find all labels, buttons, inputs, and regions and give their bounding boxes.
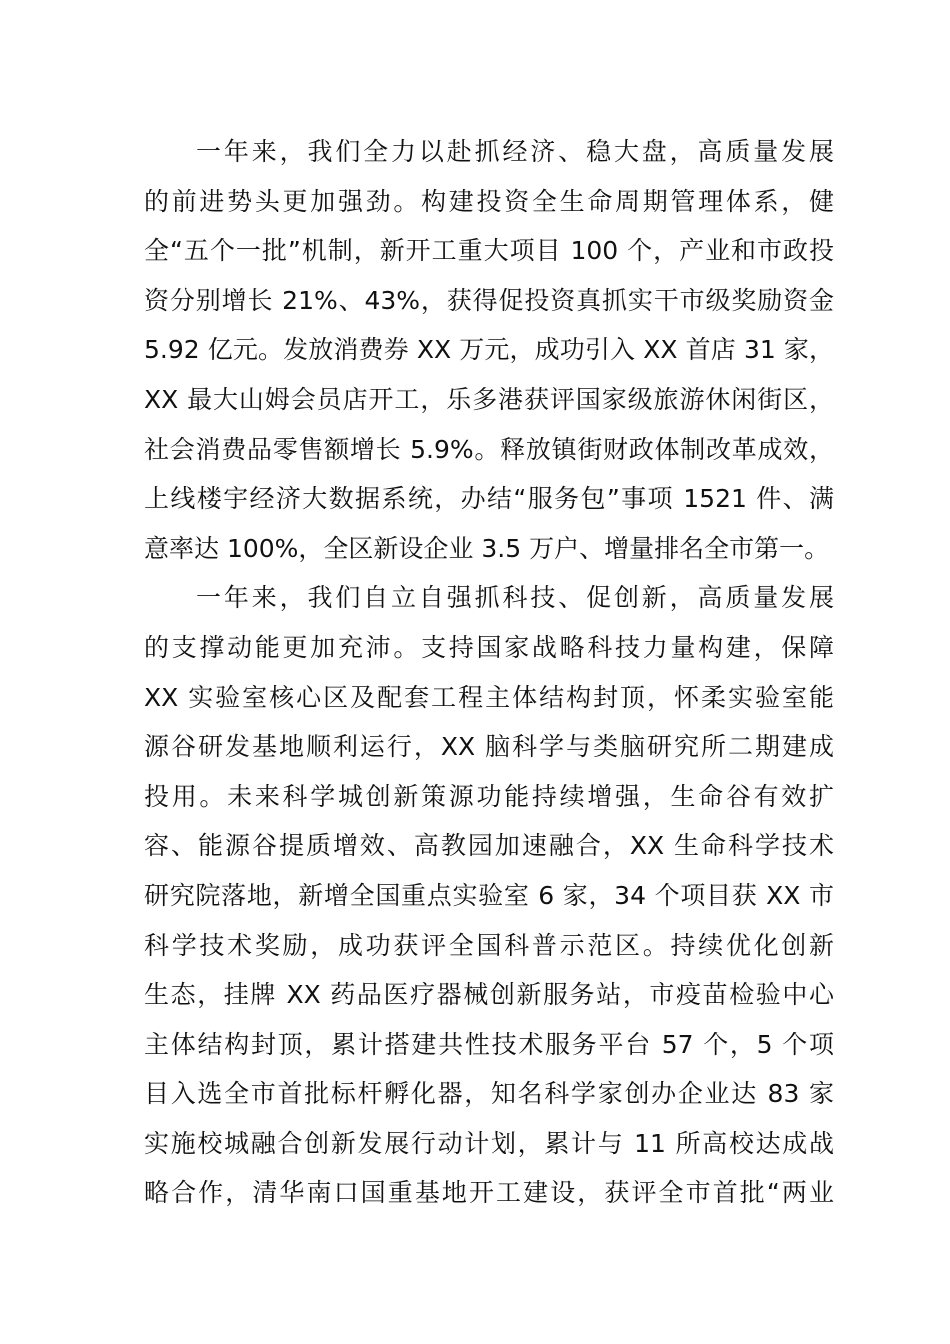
text-line: 实施校城融合创新发展行动计划，累计与 11 所高校达成战 — [144, 1128, 834, 1158]
text-line: 一年来，我们自立自强抓科技、促创新，高质量发展 — [196, 583, 834, 613]
text-line: 生态，挂牌 XX 药品医疗器械创新服务站，市疫苗检验中心 — [144, 980, 834, 1010]
text-line: XX 最大山姆会员店开工，乐多港获评国家级旅游休闲街区， — [144, 384, 834, 414]
text-line: 研究院落地，新增全国重点实验室 6 家，34 个项目获 XX 市 — [144, 880, 834, 910]
text-line: 全“五个一批”机制，新开工重大项目 100 个，产业和市政投 — [144, 236, 834, 266]
text-line: 一年来，我们全力以赴抓经济、稳大盘，高质量发展 — [196, 137, 834, 166]
text-line: 科学技术奖励，成功获评全国科普示范区。持续优化创新 — [144, 930, 834, 960]
text-line: 主体结构封顶，累计搭建共性技术服务平台 57 个，5 个项 — [144, 1029, 834, 1059]
text-line: 容、能源谷提质增效、高教园加速融合，XX 生命科学技术 — [144, 831, 834, 861]
text-line: 略合作，清华南口国重基地开工建设，获评全市首批“两业 — [144, 1178, 834, 1208]
paragraph-innovation — [144, 573, 834, 1218]
text-line: 目入选全市首批标杆孵化器，知名科学家创办企业达 83 家 — [144, 1079, 834, 1109]
text-line: 投用。未来科学城创新策源功能持续增强，生命谷有效扩 — [144, 781, 834, 811]
text-line: XX 实验室核心区及配套工程主体结构封顶，怀柔实验室能 — [144, 682, 834, 712]
text-line: 意率达 100%，全区新设企业 3.5 万户、增量排名全市第一。 — [144, 533, 830, 563]
text-line: 社会消费品零售额增长 5.9%。释放镇街财政体制改革成效， — [144, 434, 834, 464]
paragraph-economy — [144, 127, 834, 573]
text-line: 的支撑动能更加充沛。支持国家战略科技力量构建，保障 — [144, 632, 834, 662]
text-line: 源谷研发基地顺利运行，XX 脑科学与类脑研究所二期建成 — [144, 732, 834, 762]
text-line: 资分别增长 21%、43%，获得促投资真抓实干市级奖励资金 — [144, 285, 834, 315]
body-text — [144, 127, 834, 1218]
text-line: 的前进势头更加强劲。构建投资全生命周期管理体系，健 — [144, 186, 834, 216]
text-line: 上线楼宇经济大数据系统，办结“服务包”事项 1521 件、满 — [144, 484, 834, 514]
text-line: 5.92 亿元。发放消费券 XX 万元，成功引入 XX 首店 31 家， — [144, 335, 834, 365]
